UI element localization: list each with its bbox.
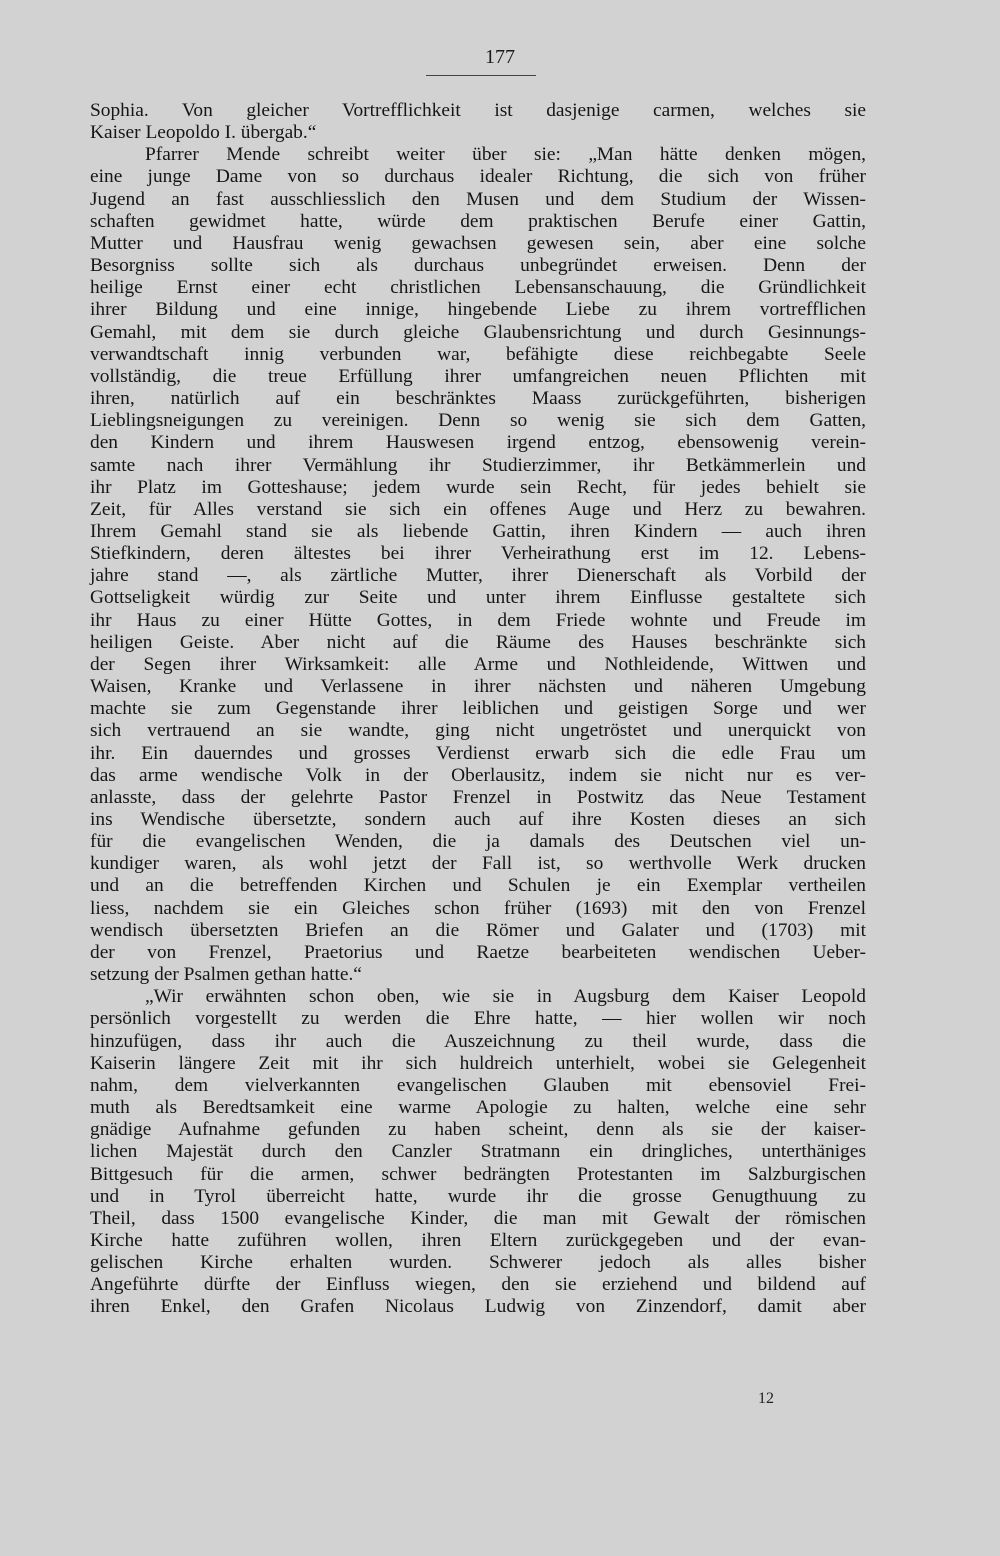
- text-line: Gottseligkeit würdig zur Seite und unter ihrem Einflusse gestaltete sich: [90, 587, 866, 609]
- text-line: Jugend an fast ausschliesslich den Musen und dem Studium der Wissen-: [90, 188, 866, 210]
- text-line: setzung der Psalmen gethan hatte.“: [90, 964, 362, 986]
- text-line: lichen Majestät durch den Canzler Stratmann ein dringliches, unterthäniges: [90, 1141, 866, 1163]
- text-line: gnädige Aufnahme gefunden zu haben scheint, denn als sie der kaiser-: [90, 1119, 866, 1141]
- text-line: eine junge Dame von so durchaus idealer Richtung, die sich von früher: [90, 166, 866, 188]
- text-line: gelischen Kirche erhalten wurden. Schwerer jedoch als alles bisher: [90, 1252, 866, 1274]
- text-line: Mutter und Hausfrau wenig gewachsen gewesen sein, aber eine solche: [90, 232, 866, 254]
- text-line: Kaiserin längere Zeit mit ihr sich huldreich unterhielt, wobei sie Gelegenheit: [90, 1052, 866, 1074]
- text-line: kundiger waren, als wohl jetzt der Fall ist, so werthvolle Werk drucken: [90, 853, 866, 875]
- text-line: Stiefkindern, deren ältestes bei ihrer Verheirathung erst im 12. Lebens-: [90, 543, 866, 565]
- text-line: den Kindern und ihrem Hauswesen irgend entzog, ebensowenig verein-: [90, 432, 866, 454]
- text-line: Kaiser Leopoldo I. übergab.“: [90, 122, 317, 144]
- text-line: Gemahl, mit dem sie durch gleiche Glaubensrichtung und durch Gesinnungs-: [90, 321, 866, 343]
- text-line: der Segen ihrer Wirksamkeit: alle Arme und Nothleidende, Wittwen und: [90, 653, 866, 675]
- text-line: Angeführte dürfte der Einfluss wiegen, den sie erziehend und bildend auf: [90, 1274, 866, 1296]
- text-line: Waisen, Kranke und Verlassene in ihrer nächsten und näheren Umgebung: [90, 676, 866, 698]
- text-line: ihren, natürlich auf ein beschränktes Maass zurückgeführten, bisherigen: [90, 388, 866, 410]
- text-line: das arme wendische Volk in der Oberlausitz, indem sie nicht nur es ver-: [90, 764, 866, 786]
- text-line: machte sie zum Gegenstande ihrer leiblichen und geistigen Sorge und wer: [90, 698, 866, 720]
- signature-mark: 12: [758, 1390, 774, 1407]
- text-line: jahre stand —, als zärtliche Mutter, ihrer Dienerschaft als Vorbild der: [90, 565, 866, 587]
- text-line: Ihrem Gemahl stand sie als liebende Gattin, ihren Kindern — auch ihren: [90, 520, 866, 542]
- text-line: und an die betreffenden Kirchen und Schulen je ein Exemplar vertheilen: [90, 875, 866, 897]
- text-line: ins Wendische übersetzte, sondern auch auf ihre Kosten dieses an sich: [90, 809, 866, 830]
- text-line: sich vertrauend an sie wandte, ging nicht ungetröstet und unerquickt von: [90, 720, 866, 742]
- page-number: 177: [485, 46, 515, 68]
- text-line: schaften gewidmet hatte, würde dem praktischen Berufe einer Gattin,: [90, 210, 866, 232]
- text-line: ihr Platz im Gotteshause; jedem wurde sein Recht, für jedes behielt sie: [90, 476, 866, 498]
- text-line: muth als Beredtsamkeit eine warme Apologie zu halten, welche eine sehr: [90, 1097, 866, 1119]
- text-line: anlasste, dass der gelehrte Pastor Frenzel in Postwitz das Neue Testament: [90, 786, 866, 808]
- text-line: Pfarrer Mende schreibt weiter über sie: „Man hätte denken mögen,: [145, 144, 866, 166]
- text-line: wendisch übersetzten Briefen an die Römer und Galater und (1703) mit: [90, 919, 866, 941]
- text-line: Bittgesuch für die armen, schwer bedrängten Protestanten im Salzburgischen: [90, 1163, 866, 1185]
- text-line: und in Tyrol überreicht hatte, wurde ihr die grosse Genugthuung zu: [90, 1185, 866, 1207]
- text-line: „Wir erwähnten schon oben, wie sie in Augsburg dem Kaiser Leopold: [145, 986, 866, 1008]
- text-line: Theil, dass 1500 evangelische Kinder, die man mit Gewalt der römischen: [90, 1207, 866, 1229]
- text-line: heilige Ernst einer echt christlichen Lebensanschauung, die Gründlichkeit: [90, 277, 866, 299]
- text-line: ihr. Ein dauerndes und grosses Verdienst erwarb sich die edle Frau um: [90, 742, 866, 764]
- text-line: heiligen Geiste. Aber nicht auf die Räume des Hauses beschränkte sich: [90, 631, 866, 653]
- text-line: Sophia. Von gleicher Vortrefflichkeit ist dasjenige carmen, welches sie: [90, 100, 866, 121]
- text-line: Besorgniss sollte sich als durchaus unbegründet erweisen. Denn der: [90, 255, 866, 277]
- text-line: Kirche hatte zuführen wollen, ihren Eltern zurückgegeben und der evan-: [90, 1229, 866, 1251]
- text-line: samte nach ihrer Vermählung ihr Studierzimmer, ihr Betkämmerlein und: [90, 454, 866, 476]
- text-line: persönlich vorgestellt zu werden die Ehre hatte, — hier wollen wir noch: [90, 1008, 866, 1030]
- text-line: für die evangelischen Wenden, die ja damals des Deutschen viel un-: [90, 831, 866, 853]
- text-line: Lieblingsneigungen zu vereinigen. Denn so wenig sie sich dem Gatten,: [90, 410, 866, 432]
- text-line: liess, nachdem sie ein Gleiches schon früher (1693) mit den von Frenzel: [90, 897, 866, 919]
- text-line: hinzufügen, dass ihr auch die Auszeichnung zu theil wurde, dass die: [90, 1030, 866, 1052]
- body-text: [90, 100, 866, 1319]
- text-line: Zeit, für Alles verstand sie sich ein offenes Auge und Herz zu bewahren.: [90, 498, 866, 520]
- text-line: der von Frenzel, Praetorius und Raetze bearbeiteten wendischen Ueber-: [90, 941, 866, 963]
- text-line: ihr Haus zu einer Hütte Gottes, in dem Friede wohnte und Freude im: [90, 609, 866, 631]
- text-line: nahm, dem vielverkannten evangelischen Glauben mit ebensoviel Frei-: [90, 1074, 866, 1096]
- text-line: verwandtschaft innig verbunden war, befähigte diese reichbegabte Seele: [90, 343, 866, 365]
- text-line: ihren Enkel, den Grafen Nicolaus Ludwig von Zinzendorf, damit aber: [90, 1296, 866, 1318]
- text-line: ihrer Bildung und eine innige, hingebende Liebe zu ihrem vortrefflichen: [90, 299, 866, 321]
- header-rule: [426, 75, 536, 76]
- text-line: vollständig, die treue Erfüllung ihrer umfangreichen neuen Pflichten mit: [90, 365, 866, 387]
